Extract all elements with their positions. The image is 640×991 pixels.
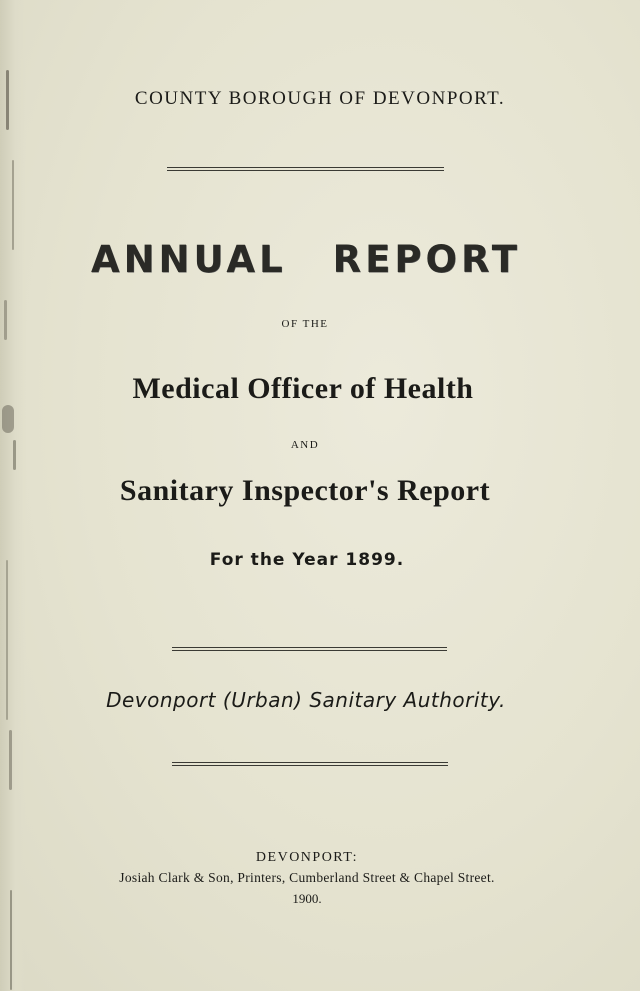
imprint-place: DEVONPORT: [255,850,359,865]
report-year: For the Year 1899. [209,550,405,570]
edge-stain [9,730,12,790]
divider-rule [172,647,447,651]
and-text: AND [290,439,320,451]
imprint-year: 1900. [292,891,322,906]
title-word-report: REPORT [332,238,522,281]
edge-stain [2,405,14,433]
of-the-text: OF THE [281,318,329,330]
county-heading: COUNTY BOROUGH OF DEVONPORT. [134,88,506,109]
report-title [66,238,546,281]
medical-officer-heading: Medical Officer of Health [132,372,474,405]
authority-line: Devonport (Urban) Sanitary Authority. [106,688,506,712]
divider-rule [172,762,448,766]
imprint-printers: Josiah Clark & Son, Printers, Cumberland Street & Chapel Street. [119,870,495,885]
title-word-annual: ANNUAL [90,238,287,281]
edge-stain [12,160,14,250]
divider-rule [167,167,444,171]
sanitary-inspector-heading: Sanitary Inspector's Report [119,474,491,507]
